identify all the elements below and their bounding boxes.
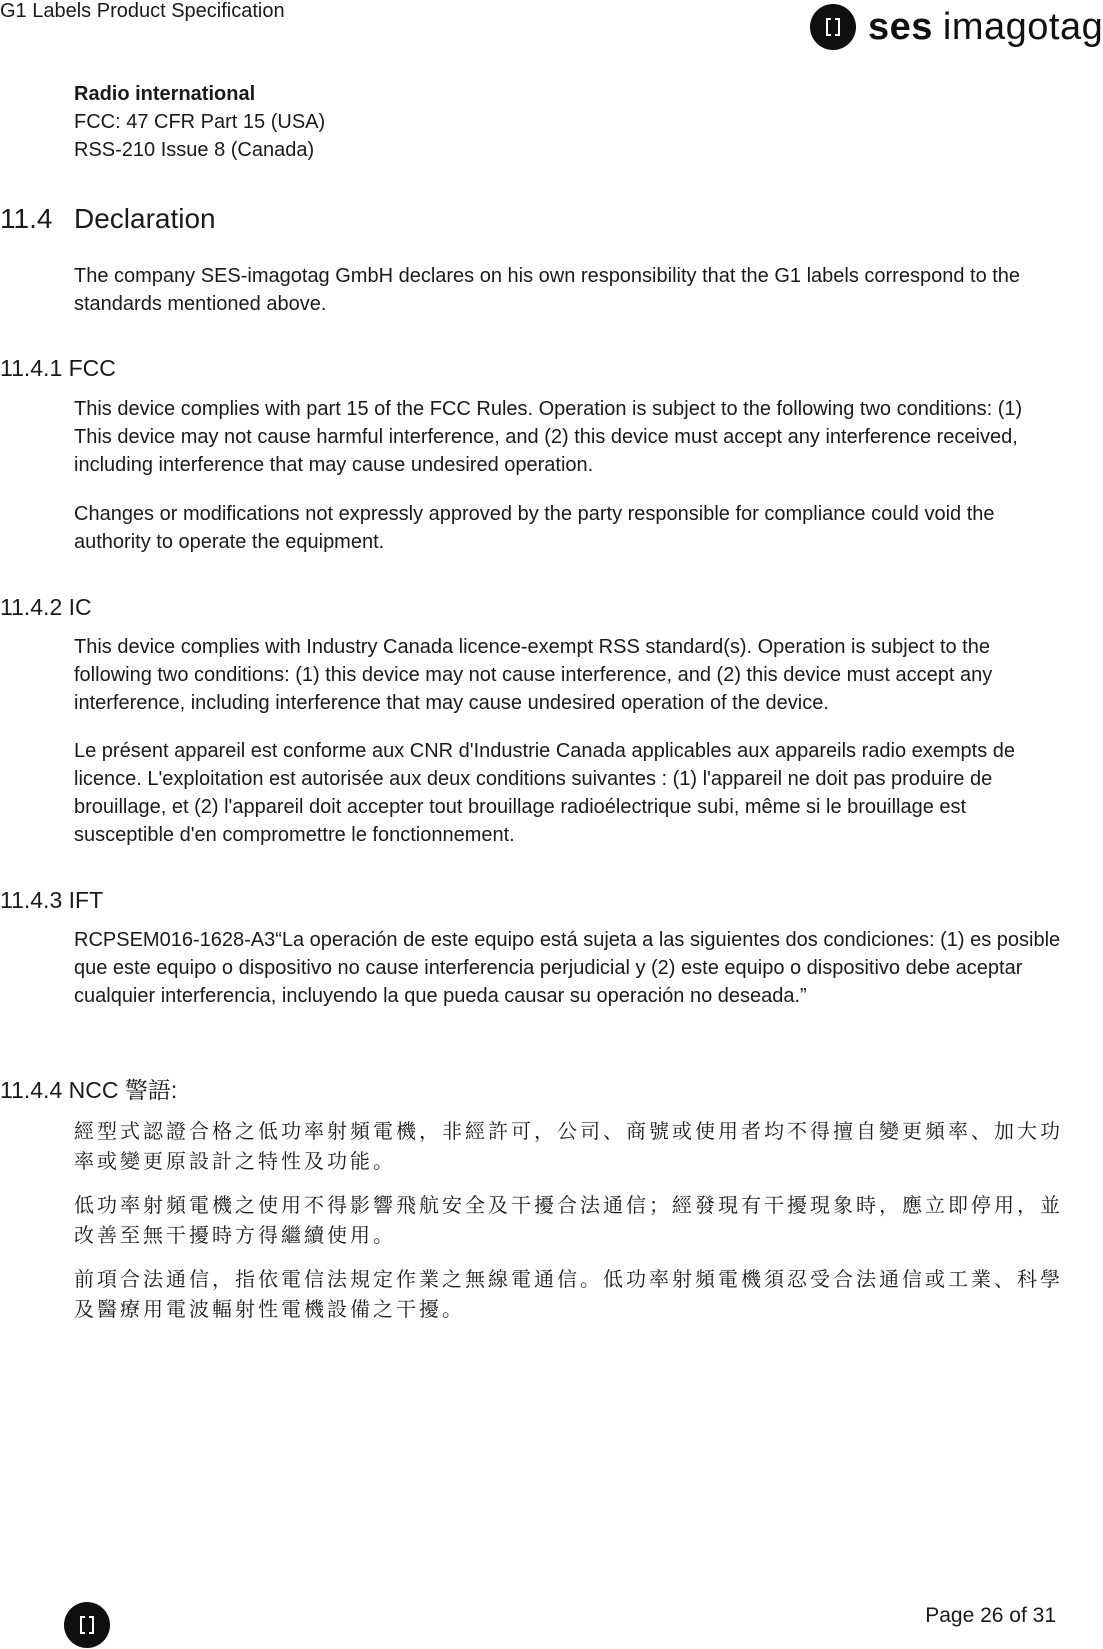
declaration-text: The company SES-imagotag GmbH declares on his own responsibility that the G1 labels correspond to the standards mentioned above. xyxy=(74,265,1021,315)
ic-paragraph-2: Le présent appareil est conforme aux CNR d'Industrie Canada applicables aux appareils radio exempts de licence. L'exploitation est autorisée aux deux conditions suivantes : (1) l'appareil ne doit pas produire de brouillage, et (2) l'appareil doit accepter tout brouillage radioélectrique subi, même si le brouillage est susceptible d'en compromettre le fonctionnement. xyxy=(74,740,1016,846)
ncc-paragraph-3: 前項合法通信，指依電信法規定作業之無線電通信。低功率射頻電機須忍受合法通信或工業、科學及醫療用電波輻射性電機設備之干擾。 xyxy=(74,1267,1063,1321)
fcc-paragraph-1: This device complies with part 15 of the FCC Rules. Operation is subject to the following two conditions: (1) This device may not cause harmful interference, and (2) this device must accept any interference received, including interference that may cause undesired operation. xyxy=(74,398,1023,476)
subsection-heading-ic: 11.4.2 IC xyxy=(0,594,92,620)
footer-logo-icon xyxy=(64,1602,110,1648)
subsection-heading-ift: 11.4.3 IFT xyxy=(0,887,104,913)
section-heading-declaration xyxy=(0,204,216,234)
subsection-heading-fcc: 11.4.1 FCC xyxy=(0,355,116,381)
radio-rss-line: RSS-210 Issue 8 (Canada) xyxy=(74,139,315,161)
ic-paragraph-1: This device complies with Industry Canada licence-exempt RSS standard(s). Operation is subject to the following two conditions: (1) this device may not cause interference, and (2) this device must accept any interference, including interference that may cause undesired operation of the device. xyxy=(74,636,993,714)
ift-paragraph: RCPSEM016-1628-A3“La operación de este equipo está sujeta a las siguientes dos condiciones: (1) es posible que este equipo o dispositivo no cause interferencia perjudicial y (2) este equipo o dispositivo debe aceptar cualquier interferencia, incluyendo la que pueda causar su operación no deseada.” xyxy=(74,929,1061,1007)
radio-heading: Radio international xyxy=(74,83,256,105)
brand-bold-text: ses xyxy=(868,6,933,48)
page-number: Page 26 of 31 xyxy=(925,1604,1056,1627)
brand-logo xyxy=(810,2,1103,52)
document-title: G1 Labels Product Specification xyxy=(0,0,285,22)
radio-international-block xyxy=(74,80,1064,164)
section-number: 11.4 xyxy=(0,203,53,234)
ncc-paragraph-1: 經型式認證合格之低功率射頻電機，非經許可，公司、商號或使用者均不得擅自變更頻率、加大功率或變更原設計之特性及功能。 xyxy=(74,1119,1063,1173)
ncc-paragraph-2: 低功率射頻電機之使用不得影響飛航安全及干擾合法通信；經發現有干擾現象時，應立即停用，並改善至無干擾時方得繼續使用。 xyxy=(74,1193,1063,1247)
brand-wordmark xyxy=(868,4,1103,50)
logo-mark-icon xyxy=(810,4,856,50)
brand-light-text: imagotag xyxy=(942,6,1103,48)
radio-fcc-line: FCC: 47 CFR Part 15 (USA) xyxy=(74,111,326,133)
fcc-paragraph-2: Changes or modifications not expressly approved by the party responsible for compliance could void the authority to operate the equipment. xyxy=(74,503,995,553)
section-title: Declaration xyxy=(74,203,216,234)
subsection-heading-ncc: 11.4.4 NCC 警語: xyxy=(0,1077,178,1103)
